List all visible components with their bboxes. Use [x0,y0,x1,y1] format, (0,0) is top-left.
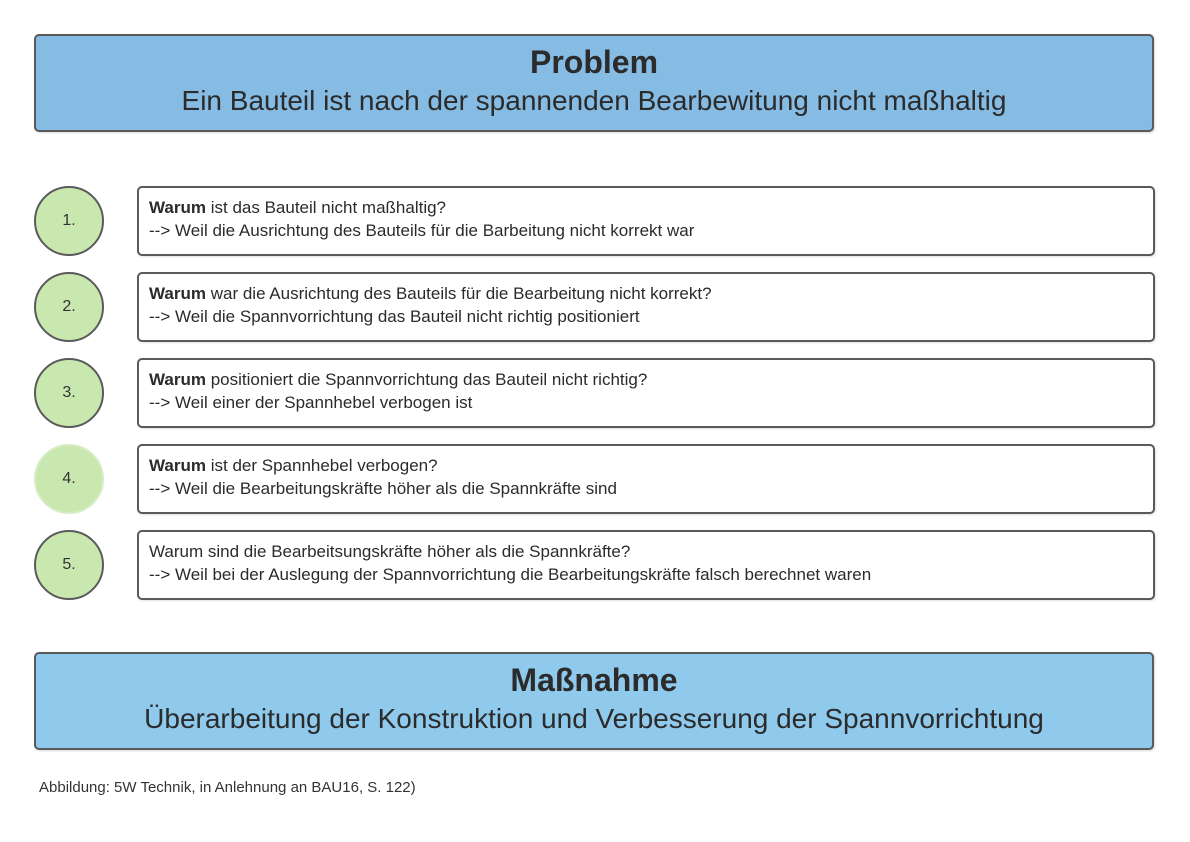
step-box [137,186,1155,256]
step-number-circle: 5. [34,530,104,600]
step-number-circle: 4. [34,444,104,514]
step-answer: --> Weil die Ausrichtung des Bauteils für die Barbeitung nicht korrekt war [149,221,695,240]
question-keyword: Warum [149,456,206,475]
step-answer: --> Weil einer der Spannhebel verbogen ist [149,393,473,412]
step-question [149,196,1143,219]
question-text: ist der Spannhebel verbogen? [206,456,438,475]
measure-subtitle: Überarbeitung der Konstruktion und Verbesserung der Spannvorrichtung [144,703,1044,734]
question-text: war die Ausrichtung des Bauteils für die Bearbeitung nicht korrekt? [206,284,712,303]
question-keyword: Warum [149,198,206,217]
step-box [137,444,1155,514]
step-question [149,540,1143,563]
step-question [149,368,1143,391]
step-box [137,272,1155,342]
step-question [149,282,1143,305]
step-box [137,358,1155,428]
step-number-circle: 1. [34,186,104,256]
question-keyword: Warum [149,370,206,389]
step-question [149,454,1143,477]
question-text: ist das Bauteil nicht maßhaltig? [206,198,447,217]
step-answer: --> Weil bei der Auslegung der Spannvorrichtung die Bearbeitungskräfte falsch berechnet waren [149,565,872,584]
question-text: positioniert die Spannvorrichtung das Bauteil nicht richtig? [206,370,648,389]
measure-banner [34,652,1154,750]
problem-banner [34,34,1154,132]
problem-title: Problem [529,44,659,80]
question-text: Warum sind die Bearbeitsungskräfte höher als die Spannkräfte? [149,542,631,561]
measure-title: Maßnahme [510,662,678,698]
step-number-circle: 3. [34,358,104,428]
step-answer: --> Weil die Bearbeitungskräfte höher als die Spannkräfte sind [149,479,617,498]
figure-caption: Abbildung: 5W Technik, in Anlehnung an BAU16, S. 122) [39,779,416,796]
problem-subtitle: Ein Bauteil ist nach der spannenden Bearbewitung nicht maßhaltig [181,85,1007,116]
step-box [137,530,1155,600]
question-keyword: Warum [149,284,206,303]
step-answer: --> Weil die Spannvorrichtung das Bauteil nicht richtig positioniert [149,307,640,326]
step-number-circle: 2. [34,272,104,342]
